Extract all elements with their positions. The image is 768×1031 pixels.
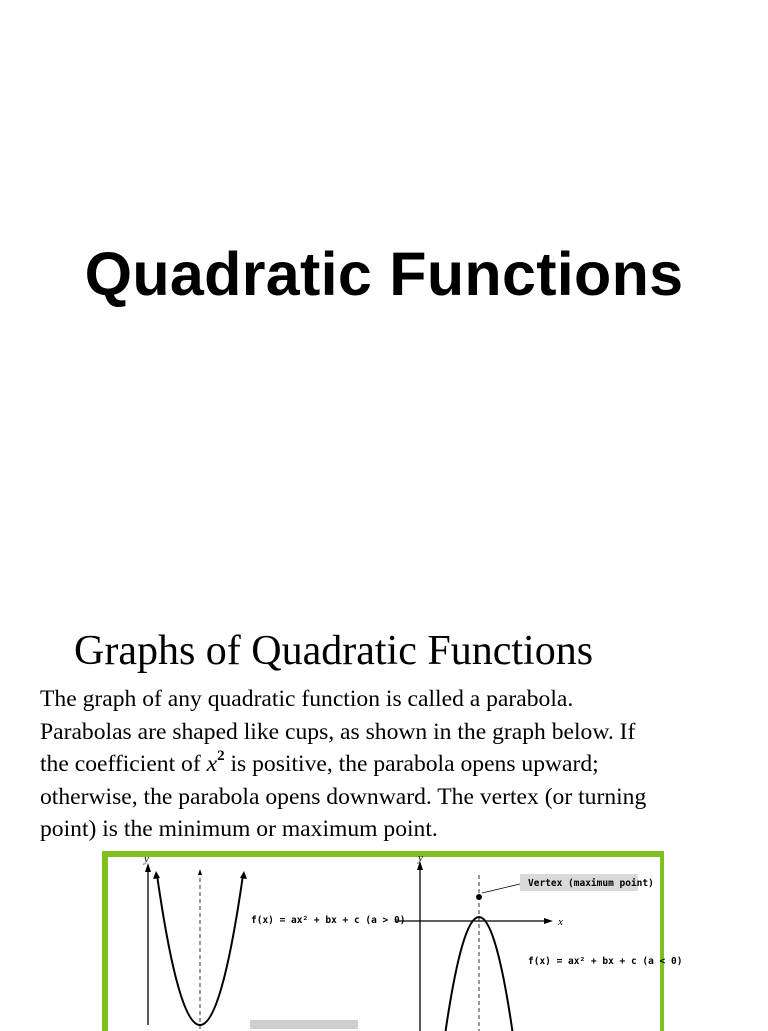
parabola-graphs [108, 852, 683, 1031]
paragraph-line-3-end: is positive, the parabola opens upward; [224, 751, 599, 777]
right-equation: f(x) = ax² + bx + c (a < 0) [528, 956, 683, 967]
variable-x: x [206, 751, 218, 777]
section-heading: Graphs of Quadratic Functions [74, 628, 594, 674]
paragraph-line-1: The graph of any quadratic function is called a parabola. [40, 686, 574, 712]
paragraph-line-3-start: the coefficient of [40, 751, 207, 777]
vertex-label: Vertex (maximum point) [528, 878, 654, 889]
right-y-label: y [418, 852, 423, 864]
left-equation: f(x) = ax² + bx + c (a > 0) [251, 915, 406, 926]
description-paragraph [40, 683, 760, 846]
vertex-pointer-line [482, 884, 520, 893]
paragraph-line-3 [40, 748, 760, 781]
upward-parabola-graph [143, 853, 405, 1031]
downward-parabola-graph [396, 852, 682, 1031]
left-y-label: y [144, 853, 149, 865]
parabola-left-arrow [153, 871, 160, 879]
vertex-point [476, 894, 482, 900]
parabola-right-arrow [240, 871, 247, 879]
slide-title: Quadratic Functions [84, 240, 684, 308]
exponent: 2 [217, 748, 225, 765]
right-x-axis-arrow [544, 918, 553, 924]
figure-canvas [108, 852, 683, 1031]
vertex-minimum-label-box [250, 1020, 358, 1029]
paragraph-line-2: Parabolas are shaped like cups, as shown in the graph below. If [40, 718, 636, 745]
parabola-figure [102, 851, 683, 1031]
paragraph-line-5: point) is the minimum or maximum point. [40, 816, 438, 842]
left-symmetry-arrow [198, 869, 202, 875]
right-x-label: x [558, 916, 563, 928]
paragraph-line-4: otherwise, the parabola opens downward. The vertex (or turning [40, 783, 647, 810]
